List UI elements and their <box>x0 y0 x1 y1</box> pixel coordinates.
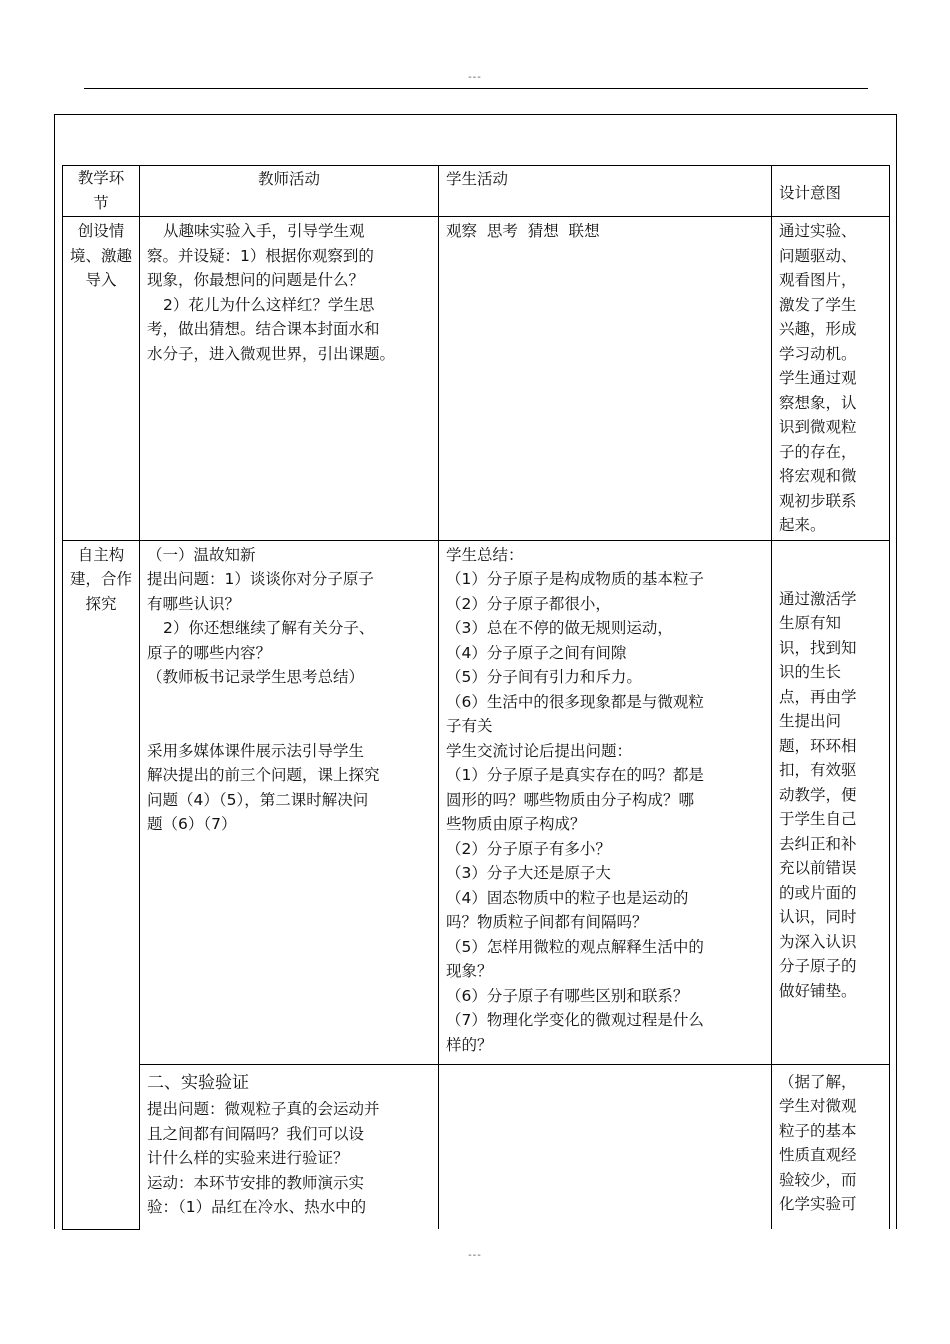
text-line: （5）分子间有引力和斥力。 <box>446 668 642 686</box>
text-line: 学生通过观 <box>779 369 857 387</box>
text-line: 为深入认识 <box>779 932 857 951</box>
text-line: 学生交流讨论后提出问题： <box>446 741 633 760</box>
header-rule <box>84 88 868 89</box>
lesson-plan-table <box>62 165 890 1230</box>
text-line: 些物质由原子构成？ <box>446 815 586 833</box>
text-line: 去纠正和补 <box>779 834 857 853</box>
header-mark: --- <box>468 72 482 83</box>
text-line: 考，做出猜想。结合课本封面水和 <box>147 320 380 338</box>
teacher-activity <box>140 217 439 541</box>
text-line: 子有关 <box>446 717 493 735</box>
text-line: （4）分子原子之间有间隙 <box>446 643 627 662</box>
text-line: 子的存在， <box>779 442 857 461</box>
text-line: （1）分子原子是构成物质的基本粒子 <box>446 570 704 588</box>
text-line: （3）总在不停的做无规则运动， <box>446 619 673 637</box>
text-line: （2）分子原子都很小， <box>446 594 611 613</box>
text-line: （6）生活中的很多现象都是与微观粒 <box>446 692 704 711</box>
text-line: 通过实验、 <box>779 222 857 240</box>
header-section: 教学环节 <box>63 166 140 217</box>
text-line: 生提出问 <box>779 712 842 730</box>
table-header-row <box>63 166 890 217</box>
text-line: （据了解， <box>779 1072 857 1091</box>
section-heading: 二、实验验证 <box>147 1072 249 1093</box>
table-row <box>63 1064 890 1229</box>
text-line: 学生对微观 <box>779 1097 857 1115</box>
text-line: 充以前错误 <box>779 859 857 877</box>
text-line: 察想象，认 <box>779 393 857 412</box>
text-line: （3）分子大还是原子大 <box>446 864 611 882</box>
text-line: 兴趣，形成 <box>779 320 857 338</box>
text-line: 原子的哪些内容？ <box>147 643 272 662</box>
text-line: 性质直观经 <box>779 1146 857 1164</box>
text-line: 题，环环相 <box>779 736 857 755</box>
text-line: 验：（1）品红在冷水、热水中的 <box>147 1198 367 1216</box>
design-intent <box>772 217 890 541</box>
text-line: 于学生自己 <box>779 810 857 828</box>
text-line: 的或片面的 <box>779 883 857 902</box>
design-intent <box>772 540 890 1064</box>
text-line: （2）分子原子有多小？ <box>446 839 611 858</box>
text-line: 起来。 <box>779 516 826 534</box>
text-line: 观看图片， <box>779 271 857 289</box>
text-line: 扣，有效驱 <box>779 761 857 779</box>
section-label: 创设情境、激趣导入 <box>63 217 140 541</box>
text-line: 问题（4）（5），第二课时解决问 <box>147 790 369 809</box>
text-line: 动教学，便 <box>779 785 857 804</box>
text-line: （1）分子原子是真实存在的吗？都是 <box>446 766 704 784</box>
header-intent: 设计意图 <box>772 166 890 217</box>
footer-mark: --- <box>468 1250 482 1261</box>
header-teacher: 教师活动 <box>140 166 439 217</box>
student-activity <box>439 217 772 541</box>
text-line: 学生总结： <box>446 545 524 564</box>
spacer <box>147 690 431 739</box>
text-line: 提出问题：1）谈谈你对分子原子 <box>147 570 374 588</box>
text-line: 样的？ <box>446 1035 493 1054</box>
text-line: 化学实验可 <box>779 1195 857 1213</box>
text-line: 认识，同时 <box>779 908 857 926</box>
student-activity <box>439 1064 772 1229</box>
section-label: 自主构建，合作探究 <box>63 540 140 1229</box>
text-line: 从趣味实验入手，引导学生观 <box>163 222 365 240</box>
text-line: 学习动机。 <box>779 344 857 363</box>
text-line: 观察 思考 猜想 联想 <box>446 222 600 240</box>
text-line: （7）物理化学变化的微观过程是什么 <box>446 1011 704 1029</box>
text-line: 验较少，而 <box>779 1170 857 1189</box>
text-line: （6）分子原子有哪些区别和联系？ <box>446 986 689 1005</box>
text-line: 有哪些认识？ <box>147 594 241 613</box>
teacher-activity <box>140 1064 439 1229</box>
text-line: 识的生长 <box>779 663 842 681</box>
text-line: 题（6）（7） <box>147 815 237 833</box>
text-line: 察。并设疑：1）根据你观察到的 <box>147 246 374 265</box>
text-line: 通过激活学 <box>779 589 857 608</box>
text-line: 激发了学生 <box>779 295 857 314</box>
table-row <box>63 540 890 1064</box>
header-student: 学生活动 <box>439 166 772 217</box>
text-line: 计什么样的实验来进行验证？ <box>147 1149 349 1167</box>
text-line: 问题驱动、 <box>779 246 857 265</box>
text-line: 圆形的吗？哪些物质由分子构成？哪 <box>446 790 695 809</box>
text-line: 观初步联系 <box>779 491 857 510</box>
student-activity <box>439 540 772 1064</box>
text-line: 2）你还想继续了解有关分子、 <box>163 619 375 637</box>
text-line: （4）固态物质中的粒子也是运动的 <box>446 888 689 907</box>
design-intent <box>772 1064 890 1229</box>
text-line: 分子原子的 <box>779 957 857 975</box>
text-line: 2）花儿为什么这样红？学生思 <box>163 295 375 314</box>
text-line: 识到微观粒 <box>779 418 857 436</box>
text-line: （一）温故知新 <box>147 545 256 564</box>
table-row <box>63 217 890 541</box>
text-line: 生原有知 <box>779 614 842 632</box>
text-line: （教师板书记录学生思考总结） <box>147 668 365 686</box>
text-line: 点，再由学 <box>779 687 857 706</box>
text-line: （5）怎样用微粒的观点解释生活中的 <box>446 937 704 956</box>
text-line: 做好铺垫。 <box>779 981 857 1000</box>
text-line: 吗？物质粒子间都有间隔吗？ <box>446 913 648 931</box>
text-line: 水分子，进入微观世界，引出课题。 <box>147 344 396 363</box>
text-line: 现象？ <box>446 962 493 980</box>
text-line: 运动：本环节安排的教师演示实 <box>147 1173 365 1192</box>
text-line: 且之间都有间隔吗？我们可以设 <box>147 1124 365 1143</box>
text-line: 解决提出的前三个问题，课上探究 <box>147 766 380 784</box>
text-line: 粒子的基本 <box>779 1121 857 1140</box>
text-line: 将宏观和微 <box>779 467 857 485</box>
text-line: 提出问题：微观粒子真的会运动并 <box>147 1100 380 1118</box>
text-line: 现象，你最想问的问题是什么？ <box>147 271 365 289</box>
text-line: 识，找到知 <box>779 638 857 657</box>
text-line: 采用多媒体课件展示法引导学生 <box>147 741 365 760</box>
teacher-activity <box>140 540 439 1064</box>
